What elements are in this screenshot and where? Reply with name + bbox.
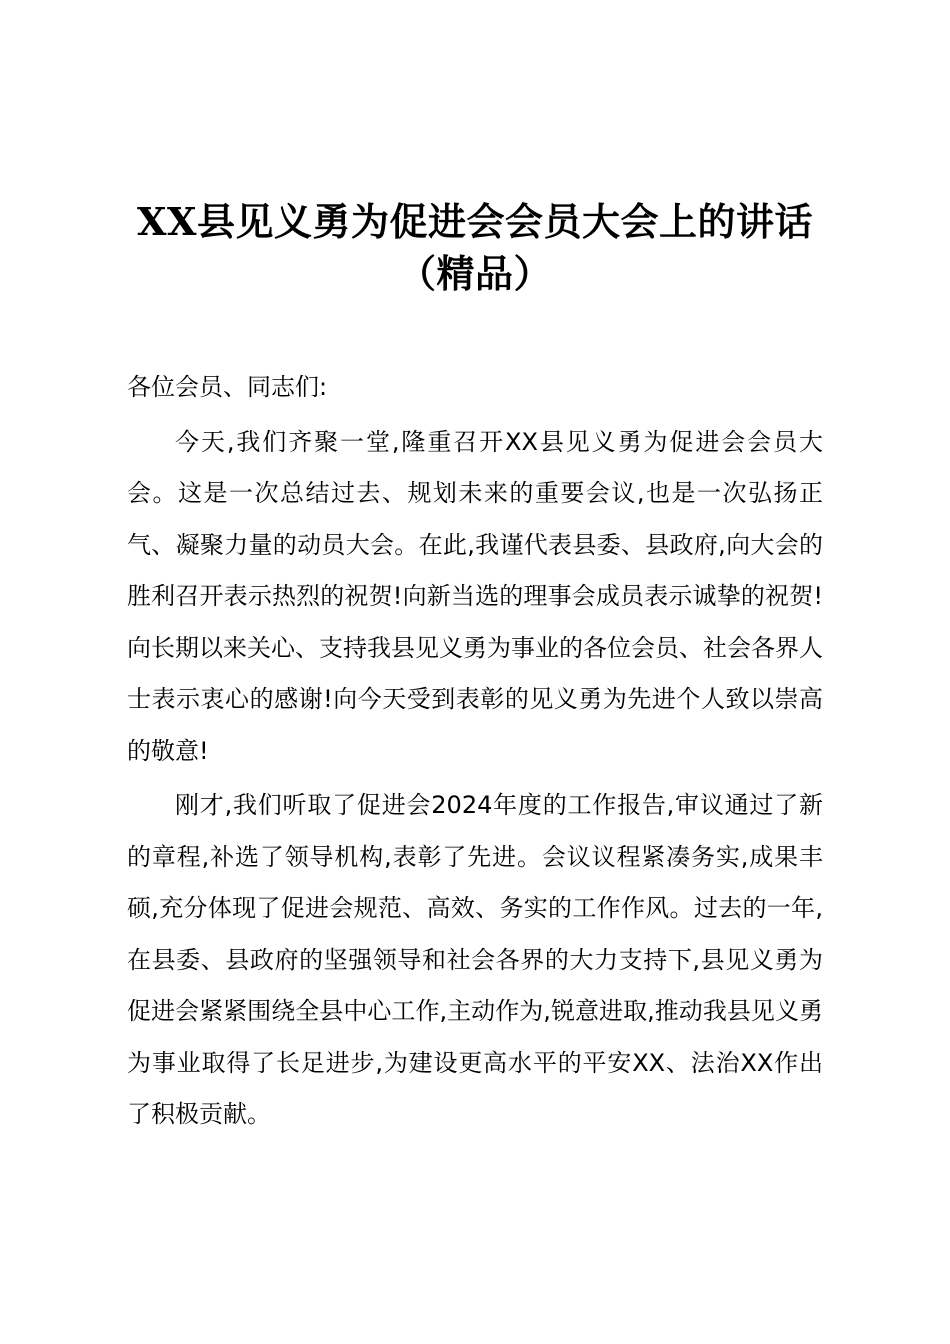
title-line-2: （精品） xyxy=(397,251,552,296)
document-title xyxy=(100,196,850,300)
document-body xyxy=(127,362,823,1144)
title-line-1: XX县见义勇为促进会会员大会上的讲话 xyxy=(137,199,813,244)
paragraph-1: 今天,我们齐聚一堂,隆重召开XX县见义勇为促进会会员大会。这是一次总结过去、规划未来的重要会议,也是一次弘扬正气、凝聚力量的动员大会。在此,我谨代表县委、县政府,向大会的胜利召开表示热烈的祝贺!向新当选的理事会成员表示诚挚的祝贺!向长期以来关心、支持我县见义勇为事业的各位会员、社会各界人士表示衷心的感谢!向今天受到表彰的见义勇为先进个人致以崇高的敬意! xyxy=(127,427,823,765)
salutation: 各位会员、同志们: xyxy=(127,373,328,401)
paragraph-2: 刚才,我们听取了促进会2024年度的工作报告,审议通过了新的章程,补选了领导机构,表彰了先进。会议议程紧凑务实,成果丰硕,充分体现了促进会规范、高效、务实的工作作风。过去的一年,在县委、县政府的坚强领导和社会各界的大力支持下,县见义勇为促进会紧紧围绕全县中心工作,主动作为,锐意进取,推动我县见义勇为事业取得了长足进步,为建设更高水平的平安XX、法治XX作出了积极贡献。 xyxy=(127,791,823,1128)
